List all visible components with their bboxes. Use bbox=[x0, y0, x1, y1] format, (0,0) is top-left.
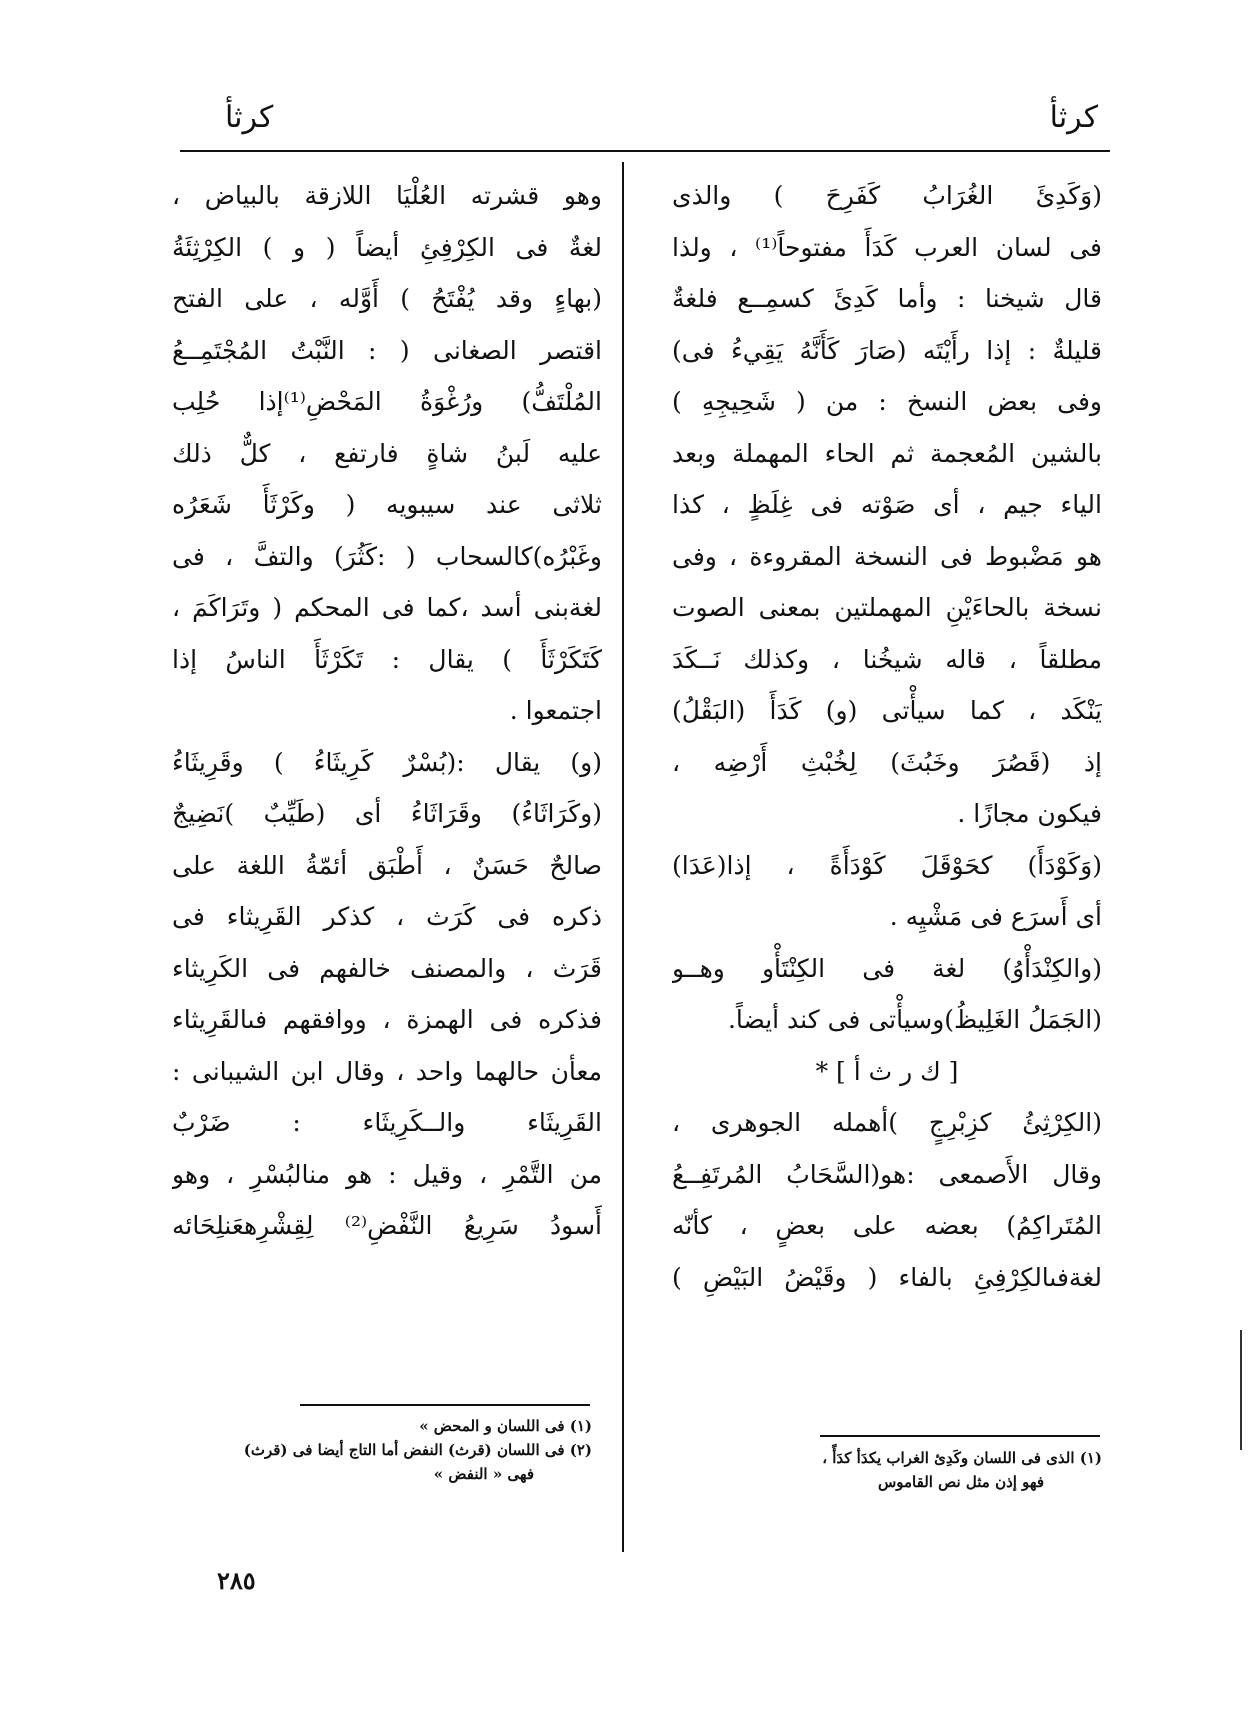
text-line: وغَبْرُه)كالسحاب ( :كَثُرَ) والتفَّ ، فى bbox=[172, 541, 602, 571]
text-line: مطلقاً ، قاله شيخُنا ، وكذلك نَــكَدَ bbox=[672, 644, 1102, 674]
footnotes-right bbox=[672, 1446, 1102, 1494]
text-line: أَسودُ سَرِيعُ النَّفْضِ⁽²⁾ لِقِشْرِهعَنلِحَائه bbox=[172, 1211, 602, 1240]
text-line: هو مَضْبوط فى النسخة المقروءة ، وفى bbox=[672, 541, 1102, 571]
footnotes-left bbox=[172, 1414, 592, 1486]
text-line: القَرِيثَاء والــكَرِيثَاء : ضَرْبٌ bbox=[172, 1108, 602, 1137]
text-line: (والكِنْدَأْوُ) لغة فى الكِنْتَأْو وهــو bbox=[672, 953, 1102, 983]
running-head-left: كرثأ bbox=[225, 100, 274, 135]
scan-edge-mark bbox=[1240, 1330, 1242, 1450]
text-line: لغةٌ فى الكِرْفِئِ أيضاً ( و ) الكِرْثِئَةُ bbox=[172, 232, 602, 262]
text-line: بالشين المُعجمة ثم الحاء المهملة وبعد bbox=[672, 438, 1102, 468]
text-line: اجتمعوا . bbox=[509, 696, 602, 725]
footnote-line: فهو إذن مثل نص القاموس bbox=[877, 1473, 1044, 1491]
footnote-line: فهى « النفض » bbox=[433, 1465, 534, 1483]
header-rule bbox=[180, 150, 1110, 152]
footnote-line: (١) فى اللسان و المحض » bbox=[419, 1417, 592, 1435]
text-line: اقتصر الصغانى ( : النَّبْتُ المُجْتَمِــعُ bbox=[172, 335, 602, 365]
text-line: من التَّمْرِ ، وقيل : هو منالبُسْرِ ، وهو bbox=[172, 1159, 602, 1189]
text-line: (وَكَدِئَ الغُرَابُ كَفَرِحَ ) والذى bbox=[672, 181, 1102, 210]
text-line: معأن حالهما واحد ، وقال ابن الشيبانى : bbox=[172, 1056, 602, 1086]
text-line: إذ (قَصُرَ وخَبُثَ) لِخُبْثِ أَرْضِه ، bbox=[672, 747, 1102, 777]
text-line: صالحٌ حَسَنٌ ، أَطْبَق أئمّةُ اللغة على bbox=[172, 850, 602, 880]
section-heading: [ ك ر ث أ ] * bbox=[815, 1056, 959, 1086]
footnote-rule-right bbox=[820, 1435, 1100, 1437]
footnote-line: (٢) فى اللسان (قرث) النفض أما التاج أيضا فى (قرث) bbox=[243, 1441, 592, 1459]
text-line: وفى بعض النسخ : من ( شَحِيجِهِ ) bbox=[672, 387, 1102, 416]
text-line: (بهاءٍ وقد يُفْتَحُ ) أَوَّله ، على الفتح bbox=[172, 284, 602, 313]
text-line: قَرَث ، والمصنف خالفهم فى الكَرِيثاء bbox=[172, 953, 602, 983]
text-line: لغةبنى أسد ،كما فى المحكم ( وتَرَاكَمَ ، bbox=[172, 593, 602, 622]
text-line: (الجَمَلُ الغَلِيظُ)وسيأْتى فى كند أيضاً. bbox=[727, 1005, 1102, 1034]
text-line: لغةفىالكِرْفِئِ بالفاء ( وقَيْضُ البَيْضِ ) bbox=[672, 1262, 1102, 1292]
text-line: أى أَسرَع فى مَشْيِه . bbox=[889, 902, 1102, 931]
text-line: المُلْتَفُّ) ورُغْوَةُ المَحْضِ⁽¹⁾إذا حُلِب bbox=[172, 387, 602, 416]
text-line: قال شيخنا : وأما كَدِئَ كسمِــع فلغةٌ bbox=[672, 284, 1102, 313]
text-line: ثلاثى عند سيبويه ( وكَرْثَأَ شَعَرُه bbox=[172, 490, 602, 519]
text-line: (الكِرْثِئُ كزِبْرِجٍ )أهمله الجوهرى ، bbox=[672, 1108, 1102, 1137]
page-number: ٢٨٥ bbox=[217, 1566, 256, 1595]
running-head-right: كرثأ bbox=[1049, 100, 1098, 135]
text-line: (و) يقال :(بُسْرٌ كَرِيثَاءُ ) وقَرِيثَاءُ bbox=[172, 747, 602, 777]
text-line: وقال الأَصمعى :هو(السَّحَابُ المُرتَفِــعُ bbox=[672, 1159, 1102, 1189]
footnote-rule-left bbox=[300, 1404, 590, 1406]
right-column bbox=[672, 170, 1102, 1303]
column-divider bbox=[622, 162, 624, 1552]
text-line: نسخة بالحاءَيْنِ المهملتين بمعنى الصوت bbox=[672, 593, 1102, 622]
text-line: كَتَكَرْثَأَ ) يقال : تَكَرْثَأَ الناسُ إذا bbox=[172, 644, 602, 674]
left-column bbox=[172, 170, 602, 1252]
text-line: (وَكَوْدَأَ) كحَوْقَلَ كَوْدَأَةً ، إذا(عَدَا) bbox=[672, 850, 1102, 880]
text-line: فذكره فى الهمزة ، ووافقهم فىالقَرِيثاء bbox=[172, 1005, 602, 1034]
text-line: الياء جيم ، أى صَوْته فى غِلَظٍ ، كذا bbox=[672, 490, 1102, 519]
text-line: المُتَراكِمُ) بعضه على بعضٍ ، كأنّه bbox=[672, 1211, 1102, 1240]
text-line: وهو قشرته العُلْيَا اللازقة بالبياض ، bbox=[172, 181, 602, 210]
text-line: فى لسان العرب كَدَأَ مفتوحاً⁽¹⁾ ، ولذا bbox=[672, 232, 1102, 262]
text-line: (وكَرَاثَاءُ) وقَرَاثَاءُ أى (طَيِّبٌ )نَضِيجٌ bbox=[172, 799, 602, 828]
text-line: فيكون مجازًا . bbox=[957, 799, 1102, 828]
text-line: قليلةٌ : إذا رأَيْتَه (صَارَ كَأَنَّهُ يَقِيءُ فى) bbox=[672, 335, 1102, 365]
text-line: ذكره فى كَرَث ، كذكر القَرِيثاء فى bbox=[172, 902, 602, 931]
text-line: عليه لَبنُ شاةٍ فارتفع ، كلٌّ ذلك bbox=[172, 438, 602, 468]
footnote-line: (١) الذى فى اللسان وكَدِئ الغراب يكدَأ كدَأً ، bbox=[822, 1449, 1102, 1467]
text-line: يَنْكَد ، كما سيأْتى (و) كَدَأَ (البَقْلُ) bbox=[672, 696, 1102, 725]
